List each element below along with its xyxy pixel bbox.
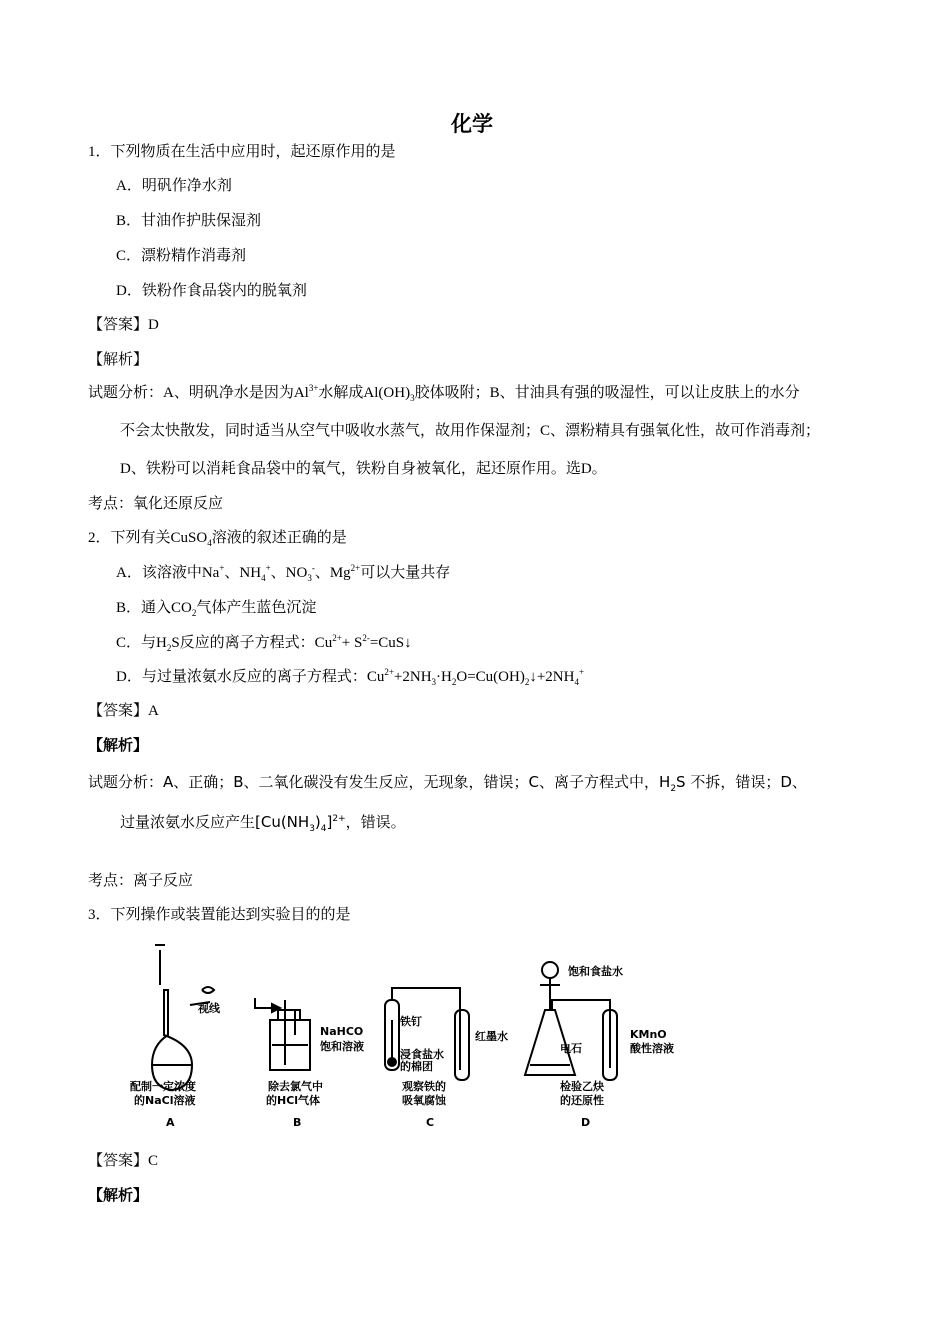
text: +2NH <box>393 669 432 685</box>
subscript: 2 <box>451 677 457 687</box>
figure-b-note-1: NaHCO <box>320 1025 364 1038</box>
experiment-apparatus-figure <box>120 940 700 1140</box>
text: + S <box>341 635 363 651</box>
q2-option-b <box>116 598 316 618</box>
superscript: - <box>311 563 315 573</box>
superscript: 2+ <box>332 814 346 824</box>
figure-d-note-1: 饱和食盐水 <box>568 965 623 978</box>
volumetric-flask-drawing <box>152 945 214 1090</box>
superscript: 2+ <box>332 633 342 643</box>
text: 溶液的叙述正确的是 <box>211 530 347 546</box>
subscript: 4 <box>574 677 579 687</box>
text: 可以大量共存 <box>360 565 451 581</box>
subscript: 2 <box>191 608 197 618</box>
text: 、NO <box>270 565 308 581</box>
text: 试题分析：A、明矾净水是因为Al <box>88 385 309 401</box>
q3-answer: 【答案】C <box>88 1153 159 1169</box>
q2-analysis-label: 【解析】 <box>88 738 149 754</box>
subscript: 2 <box>166 643 172 653</box>
subscript: 3 <box>307 573 312 583</box>
figure-c-note-2: 浸食盐水 <box>400 1048 444 1061</box>
figure-d-note-3: KMnO <box>630 1028 667 1041</box>
figure-letter-c: C <box>426 1116 435 1129</box>
subscript: 2 <box>670 784 677 794</box>
subscript: 3 <box>431 677 437 687</box>
q2-option-c <box>116 633 412 653</box>
q1-analysis-label: 【解析】 <box>88 352 149 368</box>
text: 水解成Al(OH) <box>318 385 411 401</box>
figure-d-label-2: 的还原性 <box>560 1094 604 1107</box>
text: D．与过量浓氨水反应的离子方程式：Cu <box>116 669 385 685</box>
text: =CuS↓ <box>369 635 412 651</box>
superscript: 3+ <box>308 383 319 393</box>
figure-b-label-2: 的HCl气体 <box>266 1094 321 1107</box>
figure-c-note-1: 铁钉 <box>400 1015 422 1028</box>
superscript: 2+ <box>350 563 361 573</box>
figure-d-note-2: 电石 <box>560 1042 582 1055</box>
figure-d-note-4: 酸性溶液 <box>630 1042 674 1055</box>
figure-a-label-2: 的NaCl溶液 <box>134 1094 196 1107</box>
text: 、NH <box>224 565 262 581</box>
q2-option-a <box>116 563 450 583</box>
text: ] <box>326 813 333 831</box>
figure-c-note-4: 红墨水 <box>475 1030 508 1043</box>
subscript: 4 <box>261 573 266 583</box>
question-2-stem <box>88 528 347 548</box>
text: S反应的离子方程式：Cu <box>171 635 333 651</box>
figure-a-note: 视线 <box>198 1002 220 1015</box>
q2-option-d <box>116 667 584 687</box>
gas-washing-bottle-drawing <box>255 998 310 1070</box>
text: ，错误。 <box>345 813 406 831</box>
text: 气体产生蓝色沉淀 <box>196 600 317 616</box>
figure-b-note-2: 饱和溶液 <box>320 1040 364 1053</box>
superscript: 2+ <box>384 667 394 677</box>
question-1-stem: 1．下列物质在生活中应用时，起还原作用的是 <box>88 144 396 160</box>
text: 、Mg <box>314 565 351 581</box>
figure-letter-d: D <box>581 1116 591 1129</box>
acetylene-setup-drawing <box>525 962 617 1080</box>
q1-analysis-line-2: 不会太快散发，同时适当从空气中吸收水蒸气，故用作保湿剂；C、漂粉精具有强氧化性，故可作消毒剂； <box>120 423 821 439</box>
superscript: + <box>578 667 585 677</box>
subscript: 4 <box>320 824 327 834</box>
text: 2．下列有关CuSO <box>88 530 208 546</box>
text: 胶体吸附；B、甘油具有强的吸湿性，可以让皮肤上的水分 <box>414 385 800 401</box>
superscript: + <box>265 563 271 573</box>
figure-b-label-1: 除去氯气中 <box>268 1080 323 1093</box>
figure-letter-a: A <box>166 1116 175 1129</box>
figure-c-label-2: 吸氧腐蚀 <box>402 1094 446 1107</box>
text: C．与H <box>116 635 167 651</box>
q1-option-b: B．甘油作护肤保湿剂 <box>116 213 262 229</box>
subscript: 3 <box>410 393 415 403</box>
superscript: 2- <box>362 633 370 643</box>
text: ) <box>314 813 321 831</box>
q1-analysis-line-3: D、铁粉可以消耗食品袋中的氧气，铁粉自身被氧化，起还原作用。选D。 <box>120 461 607 477</box>
subscript: 2 <box>524 677 530 687</box>
q1-option-a: A．明矾作净水剂 <box>116 178 232 194</box>
question-3-stem: 3．下列操作或装置能达到实验目的的是 <box>88 907 351 923</box>
figure-d-label-1: 检验乙炔 <box>560 1080 604 1093</box>
superscript: + <box>219 563 225 573</box>
q1-option-d: D．铁粉作食品袋内的脱氧剂 <box>116 283 307 299</box>
q1-analysis-line-1 <box>88 383 800 403</box>
q2-answer: 【答案】A <box>88 703 159 719</box>
text: 试题分析：A、正确；B、二氧化碳没有发生反应，无现象，错误；C、离子方程式中，H <box>88 773 671 791</box>
figure-c-note-3: 的棉团 <box>400 1060 433 1073</box>
text: ↓+2NH <box>529 669 575 685</box>
text: S 不拆，错误；D、 <box>676 773 807 791</box>
text: B．通入CO <box>116 600 192 616</box>
q3-analysis-label: 【解析】 <box>88 1188 149 1204</box>
subscript: 4 <box>207 538 212 548</box>
q1-point: 考点：氧化还原反应 <box>88 496 224 512</box>
text: ·H <box>436 669 452 685</box>
page-title: 化学 <box>451 112 493 136</box>
text: 过量浓氨水反应产生[Cu(NH <box>120 813 310 831</box>
q1-answer: 【答案】D <box>88 317 159 333</box>
figure-c-label-1: 观察铁的 <box>402 1080 446 1093</box>
q1-option-c: C．漂粉精作消毒剂 <box>116 248 247 264</box>
text: O=Cu(OH) <box>456 669 525 685</box>
q2-analysis-line-1 <box>88 772 807 792</box>
figure-a-label-1: 配制一定浓度 <box>130 1080 196 1093</box>
q2-point: 考点：离子反应 <box>88 873 194 889</box>
subscript: 3 <box>309 824 315 834</box>
q2-analysis-line-2 <box>120 812 406 832</box>
text: A．该溶液中Na <box>116 565 220 581</box>
figure-letter-b: B <box>293 1116 302 1129</box>
